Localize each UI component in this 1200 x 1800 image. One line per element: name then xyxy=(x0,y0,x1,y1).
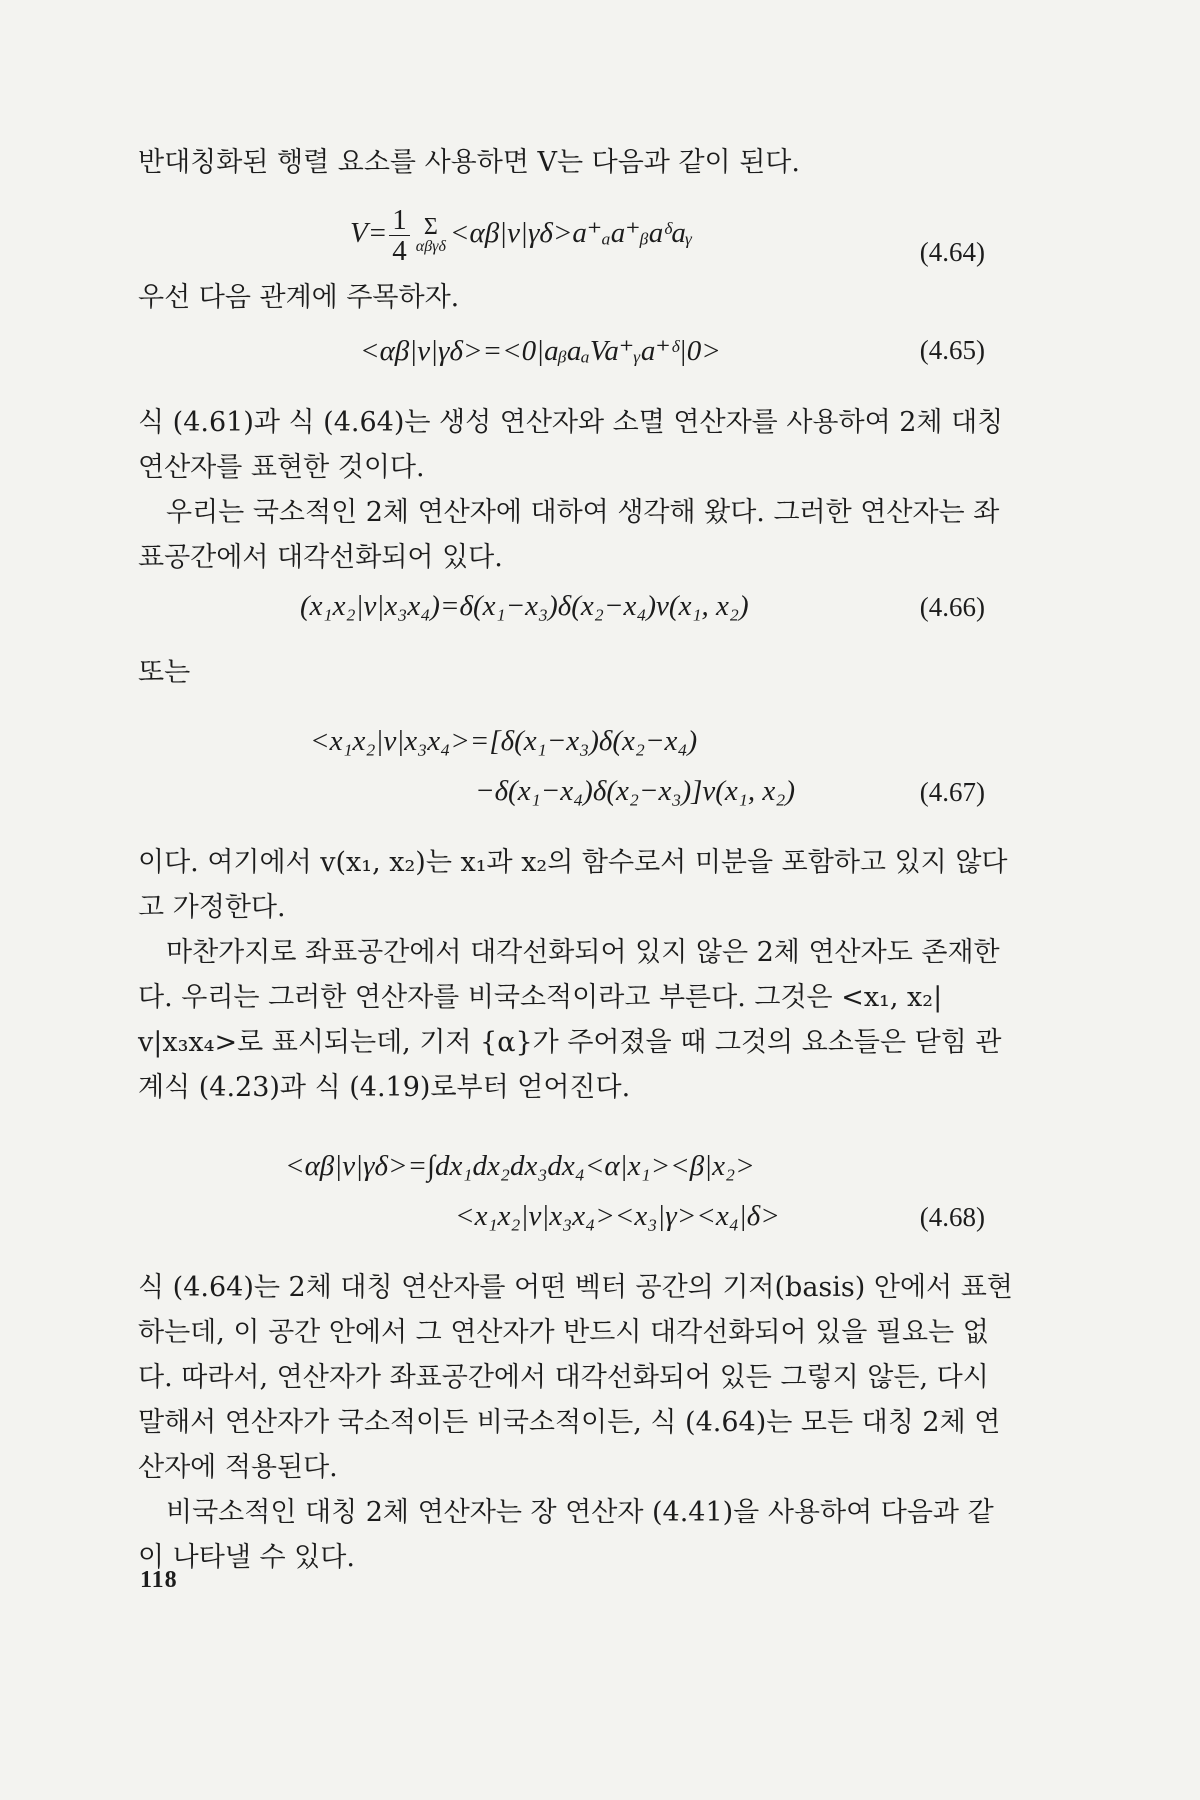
equation-4-64 xyxy=(350,205,693,266)
equation-4-66: (x₁x₂|v|x₃x₄)=δ(x₁−x₃)δ(x₂−x₄)v(x₁, x₂) xyxy=(300,590,749,622)
eq64-sum-symbol: Σ xyxy=(423,213,438,240)
paragraph-6: 이다. 여기에서 v(x₁, x₂)는 x₁과 x₂의 함수로서 미분을 포함하고 있지 않다고 가정한다. xyxy=(138,847,1008,923)
equation-number-4-66: (4.66) xyxy=(919,592,985,622)
paragraph-5: 또는 xyxy=(138,657,191,688)
eq64-rhs: <αβ|v|γδ>a⁺ₐa⁺ᵦaᵟaᵧ xyxy=(449,217,693,250)
eq64-frac-den: 4 xyxy=(392,235,407,267)
paragraph-3: 식 (4.61)과 식 (4.64)는 생성 연산자와 소멸 연산자를 사용하여 2체 대칭 연산자를 표현한 것이다. xyxy=(138,407,1004,483)
paragraph-9: 비국소적인 대칭 2체 연산자는 장 연산자 (4.41)을 사용하여 다음과 같이 나타낼 수 있다. xyxy=(138,1497,994,1573)
eq64-fraction xyxy=(389,205,410,266)
eq64-lhs: V= xyxy=(350,217,388,250)
page-number: 118 xyxy=(140,1567,178,1593)
equation-number-4-65: (4.65) xyxy=(919,335,985,365)
equation-number-4-68: (4.68) xyxy=(919,1202,985,1232)
paragraph-1: 반대칭화된 행렬 요소를 사용하면 V는 다음과 같이 된다. xyxy=(138,147,800,178)
eq64-sum-index: αβγδ xyxy=(415,237,446,255)
equation-4-68-line-1: <αβ|v|γδ>=∫dx₁dx₂dx₃dx₄<α|x₁><β|x₂> xyxy=(285,1150,755,1182)
paragraph-8: 식 (4.64)는 2체 대칭 연산자를 어떤 벡터 공간의 기저(basis) 안에서 표현하는데, 이 공간 안에서 그 연산자가 반드시 대각선화되어 있을 필요는 없다. 따라서, 연산자가 좌표공간에서 대각선화되어 있든 그렇지 않든, 다시 말해서 연산자가 국소적이든 비국소적이든, 식 (4.64)는 모든 대칭 2체 연산자에 적용된다. xyxy=(138,1272,1013,1483)
equation-4-67-line-2: −δ(x₁−x₄)δ(x₂−x₃)]v(x₁, x₂) xyxy=(475,775,795,807)
equation-number-4-64: (4.64) xyxy=(919,237,985,267)
eq64-frac-num: 1 xyxy=(389,205,410,236)
paragraph-2: 우선 다음 관계에 주목하자. xyxy=(138,282,460,313)
equation-number-4-67: (4.67) xyxy=(919,777,985,807)
eq64-summation xyxy=(415,213,446,256)
equation-4-65: <αβ|v|γδ>=<0|aᵦaₐVa⁺ᵧa⁺ᵟ|0> xyxy=(360,335,721,367)
paragraph-7: 마찬가지로 좌표공간에서 대각선화되어 있지 않은 2체 연산자도 존재한다. 우리는 그러한 연산자를 비국소적이라고 부른다. 그것은 <x₁, x₂| v|x₃x₄>로 표시되는데, 기저 {α}가 주어졌을 때 그것의 요소들은 닫힘 관계식 (4.23)과 식 (4.19)로부터 얻어진다. xyxy=(138,937,1002,1103)
equation-4-68-line-2: <x₁x₂|v|x₃x₄><x₃|γ><x₄|δ> xyxy=(455,1200,780,1232)
paragraph-4: 우리는 국소적인 2체 연산자에 대하여 생각해 왔다. 그러한 연산자는 좌표공간에서 대각선화되어 있다. xyxy=(138,497,1000,573)
equation-4-67-line-1: <x₁x₂|v|x₃x₄>=[δ(x₁−x₃)δ(x₂−x₄) xyxy=(310,725,698,757)
